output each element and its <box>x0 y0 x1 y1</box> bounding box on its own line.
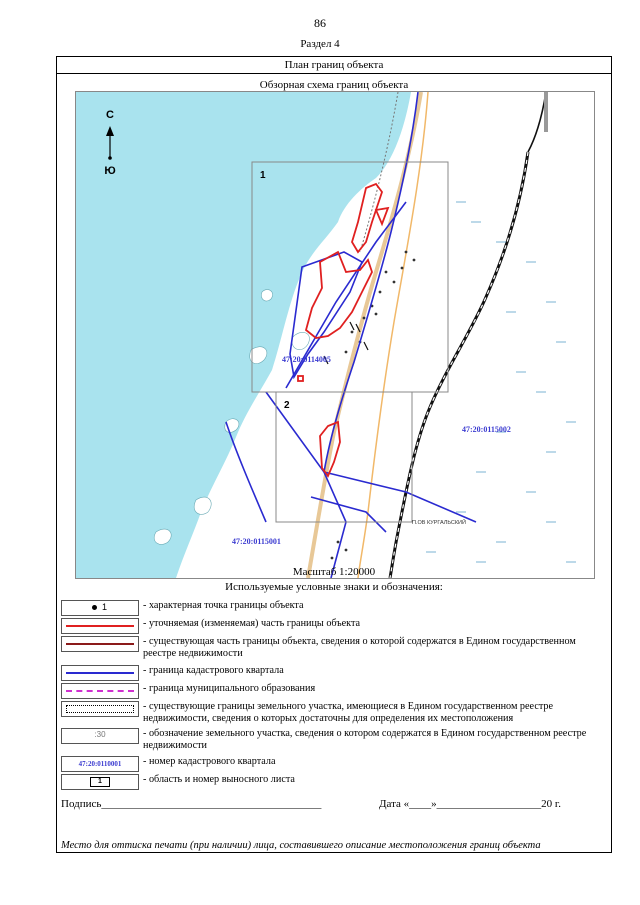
boundary-plan-frame <box>56 56 612 853</box>
legend-symbol-blue-line <box>61 665 139 681</box>
quarter-label-2: 47:20:0115002 <box>462 425 511 434</box>
signature-label: Подпись <box>61 798 102 810</box>
legend-symbol-red-line <box>61 618 139 634</box>
legend-text: - уточняемая (изменяемая) часть границы объекта <box>143 618 361 629</box>
legend-text: - область и номер выносного листа <box>143 774 295 785</box>
legend-text: - граница муниципального образования <box>143 683 316 694</box>
quarter-label-3: 47:20:0115001 <box>232 537 281 546</box>
legend-text: - номер кадастрового квартала <box>143 756 276 767</box>
map-graphic <box>76 92 594 578</box>
legend-title: Используемые условные знаки и обозначения: <box>225 581 443 593</box>
date-field[interactable]: Дата «____»___________________20 г. <box>379 798 561 810</box>
legend-text: - граница кадастрового квартала <box>143 665 284 676</box>
legend-text: - характерная точка границы объекта <box>143 600 304 611</box>
sheet-number-2: 2 <box>284 400 290 411</box>
legend-text: - существующие границы земельного участка, имеющиеся в Едином государственном реестре недвижимости, сведения о которых достаточны для определения их местоположения <box>143 701 554 724</box>
legend-symbol-dotted-box <box>61 701 139 717</box>
legend-text: - существующая часть границы объекта, сведения о которой содержатся в Едином государственном реестре недвижимости <box>143 636 576 659</box>
stamp-place-note: Место для оттиска печати (при наличии) лица, составившего описание местоположения границ объекта <box>61 840 541 851</box>
north-label: С <box>106 109 114 121</box>
place-name: П.ОВ КУРГАЛЬСКИЙ <box>412 520 466 526</box>
overview-map <box>75 91 595 579</box>
page-number: 86 <box>314 16 326 30</box>
sheet-number-1: 1 <box>260 170 266 181</box>
legend-symbol-sheet-area: 1 <box>61 774 139 790</box>
legend-symbol-point: 1 <box>61 600 139 616</box>
map-title: Обзорная схема границ объекта <box>259 79 409 91</box>
signature-row <box>61 798 607 810</box>
legend-symbol-quarter-number: 47:20:0110001 <box>61 756 139 772</box>
south-label: Ю <box>104 165 116 177</box>
section-title: Раздел 4 <box>300 38 340 50</box>
map-scale: Масштаб 1:20000 <box>292 566 376 578</box>
plan-title: План границ объекта <box>57 57 611 74</box>
legend-symbol-plot-number: :30 <box>61 728 139 744</box>
legend-text: - обозначение земельного участка, сведения о котором содержатся в Едином государственном реестре недвижимости <box>143 728 587 751</box>
legend-symbol-darkred-line <box>61 636 139 652</box>
quarter-label-1: 47:20:0114005 <box>282 355 331 364</box>
signature-line[interactable]: ________________________________________ <box>101 798 322 810</box>
legend-symbol-magenta-line <box>61 683 139 699</box>
